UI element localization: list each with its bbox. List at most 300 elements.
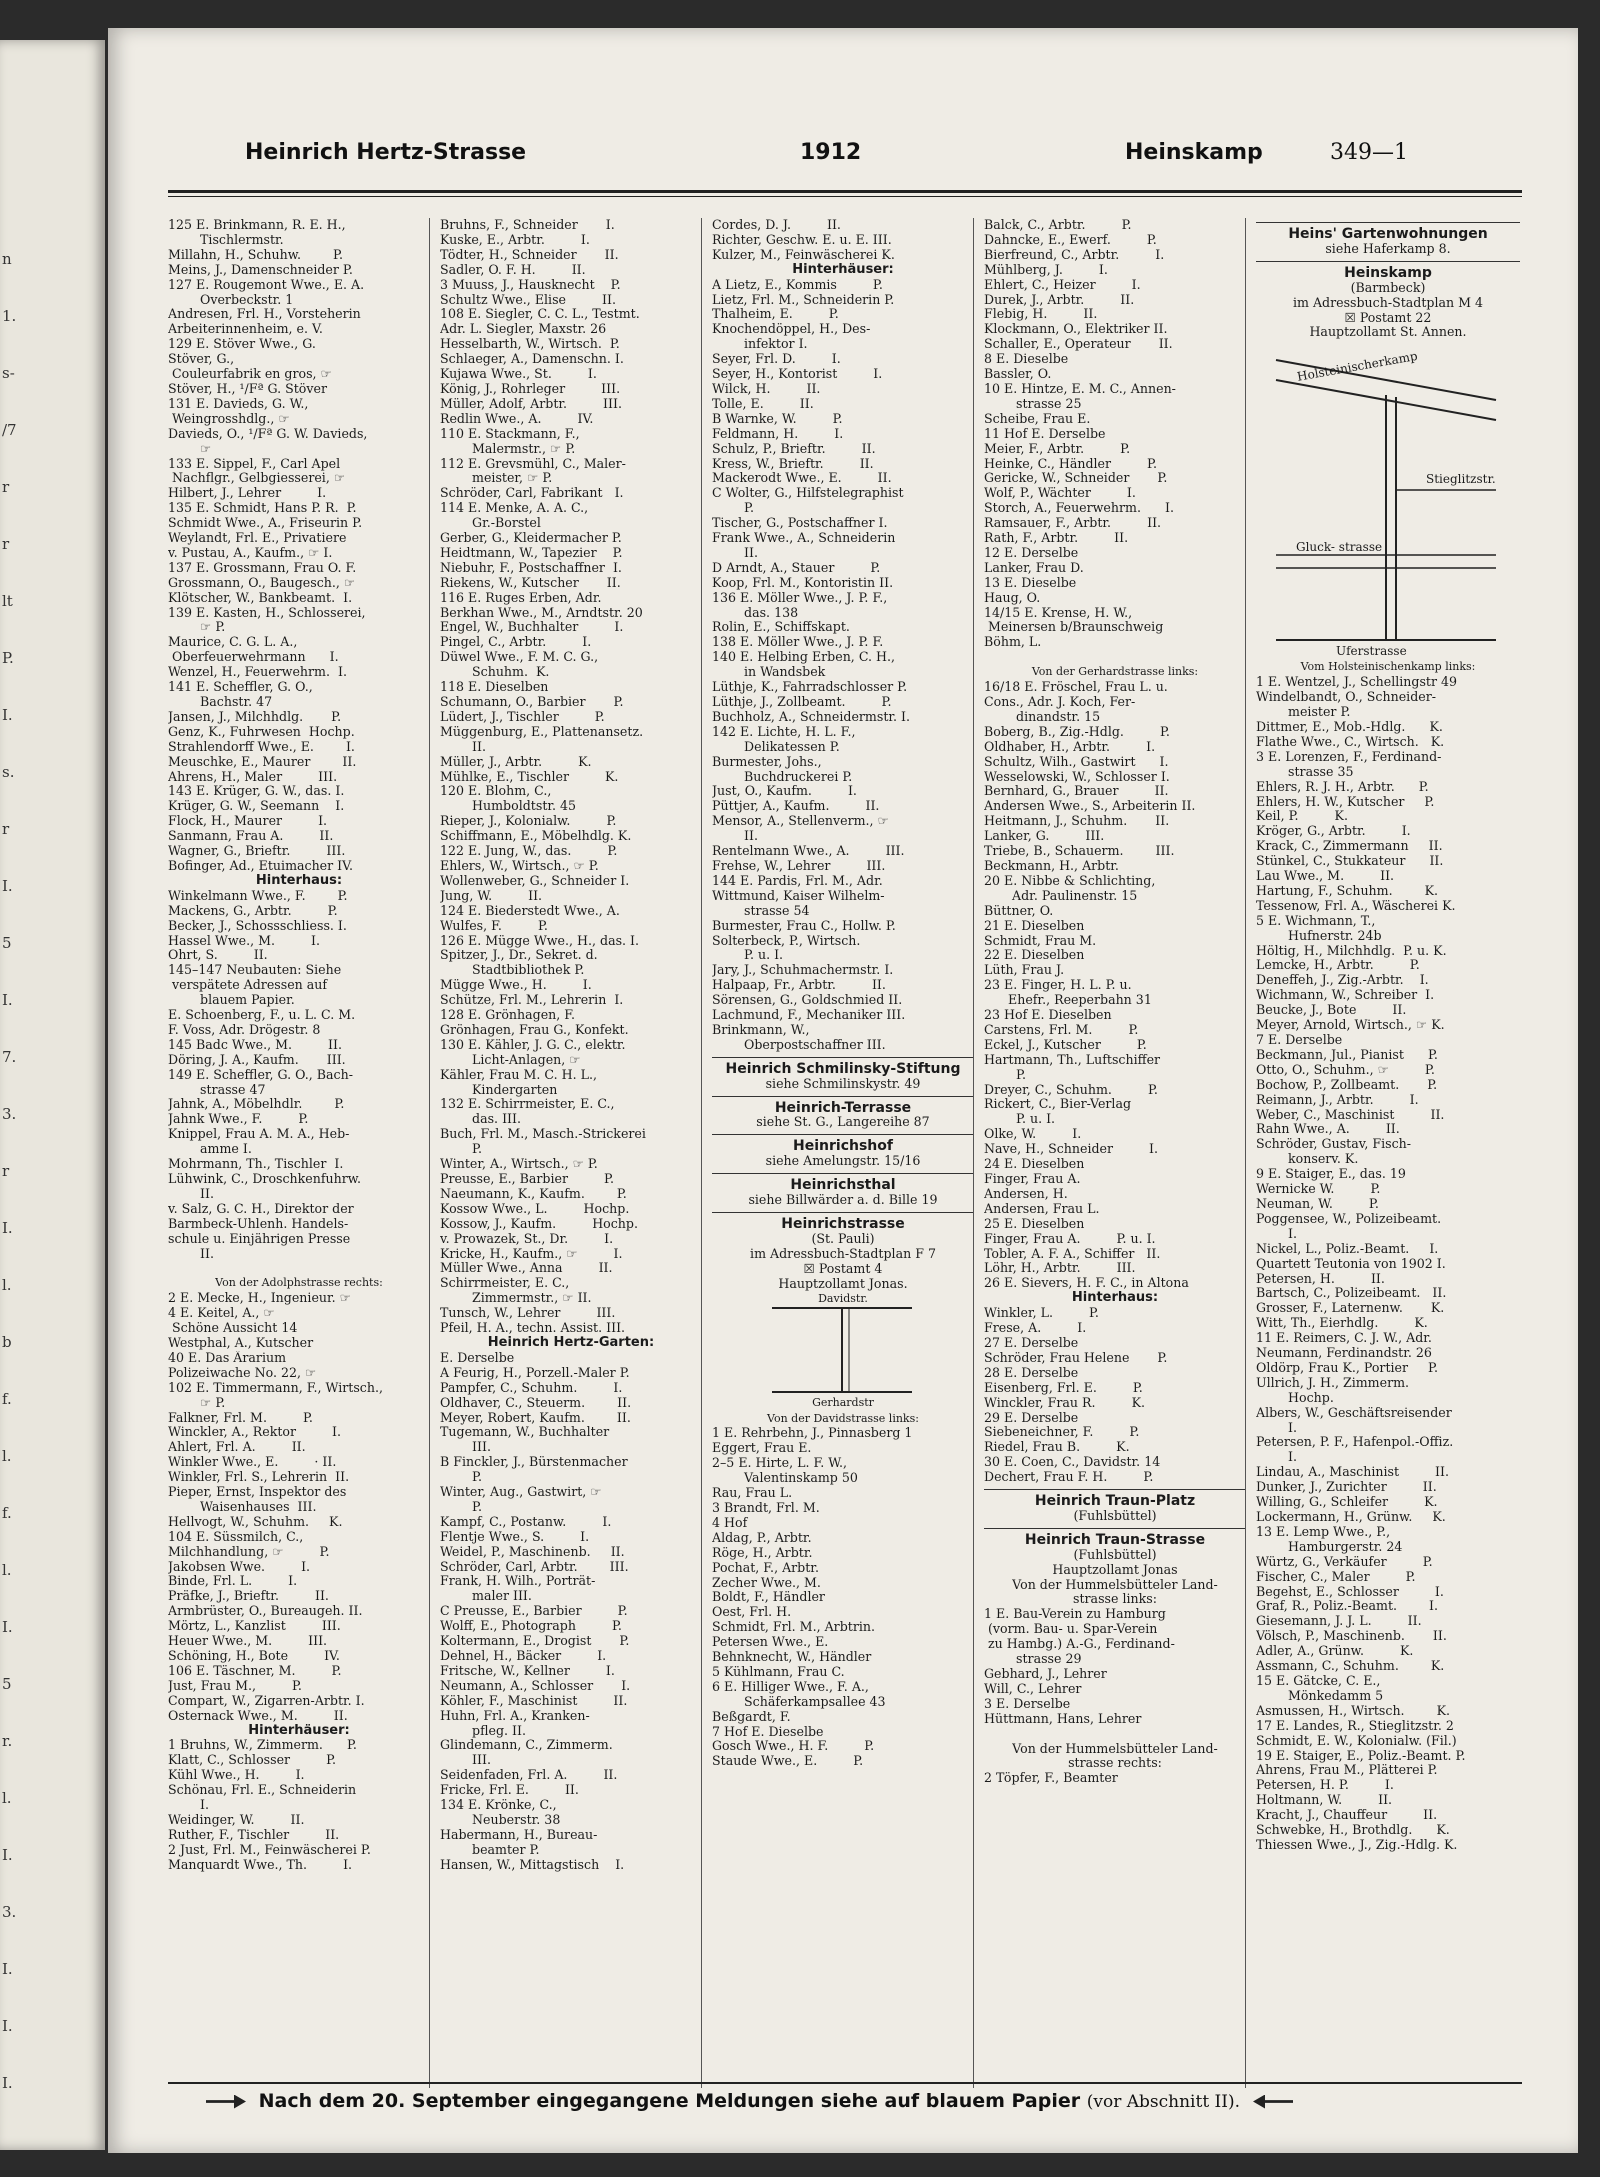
address-entry: Buch, Frl. M., Masch.-Strickerei [440,1127,646,1142]
house-number-entry: 2 Just, Frl. M., Feinwäscherei P. [168,1842,371,1857]
address-entry: I. [1256,1226,1298,1241]
directory-columns [168,218,1520,2088]
address-entry: Seyer, Frl. D. I. [712,352,841,367]
house-number-entry: 8 E. Dieselbe [984,352,1069,367]
address-entry: Adler, A., Grünw. K. [1256,1644,1414,1659]
address-entry: Staude Wwe., E. P. [712,1754,864,1769]
address-entry: Lachmund, F., Mechaniker III. [712,1008,906,1023]
left-page-fragment: l. [2,1276,12,1294]
street-info: Von der Hummelsbütteler Land- [1012,1577,1218,1592]
house-number-entry: 29 E. Derselbe [984,1410,1079,1425]
left-page-fragment: l. [2,1789,12,1807]
address-entry: Flathe Wwe., C., Wirtsch. K. [1256,734,1445,749]
address-entry: Wilck, H. II. [712,381,821,396]
house-number-entry: 26 E. Sievers, H. F. C., in Altona [984,1276,1189,1291]
street-info: Hauptzollamt Jonas. [778,1276,908,1291]
address-entry: Cordes, D. J. II. [712,218,841,232]
house-number-entry: 139 E. Kasten, H., Schlosserei, [168,605,366,620]
address-entry: Meyer, Robert, Kaufm. II. [440,1410,631,1425]
column-3 [712,218,974,2088]
house-number-entry: 3 Muuss, J., Hausknecht P. [440,277,621,292]
address-entry: Scheibe, Frau E. [984,411,1091,426]
address-entry: II. [168,1246,214,1261]
address-entry: Schmidt, E. W., Kolonialw. (Fil.) [1256,1733,1457,1748]
left-page-fragment: I. [2,2074,13,2092]
address-entry: Hamburgerstr. 24 [1256,1539,1403,1554]
street-map [1256,340,1520,660]
address-entry: Fricke, Frl. E. II. [440,1783,579,1798]
address-entry: Storch, A., Feuerwehrm. I. [984,501,1174,516]
left-page-fragment: b [2,1333,12,1351]
address-entry: I. [1256,1450,1298,1465]
street-info: ☒ Postamt 22 [1344,310,1432,325]
address-entry: Nave, H., Schneider I. [984,1142,1159,1157]
address-entry: Oberpostschaffner III. [712,1037,886,1052]
column-2 [440,218,702,2088]
left-page-fragment: 1. [2,307,17,325]
address-entry: Klötscher, W., Bankbeamt. I. [168,590,353,605]
street-info: (Fuhlsbüttel) [1073,1508,1157,1523]
address-entry: Müller, Adolf, Arbtr. III. [440,396,622,411]
address-entry: Krack, C., Zimmermann II. [1256,839,1443,854]
address-entry: Tunsch, W., Lehrer III. [440,1306,616,1321]
house-number-entry: 20 E. Nibbe & Schlichting, [984,873,1156,888]
address-entry: Licht-Anlagen, ☞ [440,1052,581,1067]
left-page-fragment: r [2,478,10,496]
address-entry: das. 138 [712,605,799,620]
address-entry: amme I. [168,1142,252,1157]
address-entry: Thalheim, E. P. [712,307,839,322]
address-entry: maler III. [440,1589,532,1604]
address-entry: ☞ P. [168,1395,226,1410]
address-entry: Reimann, J., Arbtr. I. [1256,1092,1419,1107]
address-entry: P. [440,1142,482,1157]
pointing-hand-icon [1253,2095,1293,2109]
address-entry: Rau, Frau L. [712,1486,793,1501]
house-number-entry: 3 Brandt, Frl. M. [712,1500,820,1515]
address-entry: Stadtbibliothek P. [440,963,585,978]
left-page-fragment: 3. [2,1903,17,1921]
address-entry: Grönhagen, Frau G., Konfekt. [440,1022,629,1037]
address-entry: Frehse, W., Lehrer III. [712,858,886,873]
address-entry: in Wandsbek [712,665,826,680]
map-street-label: Gluck- strasse [1296,540,1383,555]
address-entry: strasse 47 [168,1082,266,1097]
address-entry: II. [168,1186,214,1201]
address-entry [984,1727,1246,1742]
address-entry: Binde, Frl. L. I. [168,1574,298,1589]
address-entry: Engel, W., Buchhalter I. [440,620,624,635]
address-entry: II. [712,829,758,844]
address-entry: Weber, C., Maschinist II. [1256,1107,1445,1122]
address-entry: Witt, Th., Eierhdlg. K. [1256,1316,1428,1331]
section-divider [712,1173,974,1174]
address-entry: Strahlendorff Wwe., E. I. [168,739,355,754]
address-entry: Hochp. [1256,1390,1334,1405]
address-entry: Mensor, A., Stellenverm., ☞ [712,814,889,829]
footer-suffix: (vor Abschnitt II). [1086,2092,1241,2112]
section-divider [1256,222,1520,223]
address-entry: Flebig, H. II. [984,307,1098,322]
address-entry: Wolf, P., Wächter I. [984,486,1136,501]
house-number-entry: 116 E. Ruges Erben, Adr. [440,590,602,605]
address-entry: Heinke, C., Händler P. [984,456,1157,471]
address-entry: Dehnel, H., Bäcker I. [440,1649,607,1663]
address-entry: Jung, W. II. [440,888,543,903]
address-entry: Gerber, G., Kleidermacher P. [440,531,622,546]
address-entry: Deneffeh, J., Zig.-Arbtr. I. [1256,973,1429,988]
address-entry: Hellvogt, W., Schuhm. K. [168,1514,343,1529]
address-entry: Koop, Frl. M., Kontoristin II. [712,575,894,590]
house-number-entry: 3 E. Derselbe [984,1696,1071,1711]
address-entry: Krüger, G. W., Seemann I. [168,799,345,814]
address-entry: Bruhns, F., Schneider I. [440,218,615,232]
address-entry: Petersen, H. P. I. [1256,1778,1394,1793]
address-entry: Pampfer, C., Schuhm. I. [440,1380,623,1395]
address-entry: Adr. L. Siegler, Maxstr. 26 [440,322,607,337]
house-number-entry: 2 E. Mecke, H., Ingenieur. ☞ [168,1291,351,1306]
address-entry: Keil, P. K. [1256,809,1348,824]
address-entry: Andersen Wwe., S., Arbeiterin II. [984,799,1196,814]
address-entry: Finger, Frau A. P. u. I. [984,1231,1156,1246]
address-entry: Bofinger, Ad., Etuimacher IV. [168,858,354,873]
address-entry: pfleg. II. [440,1723,526,1738]
address-entry: Bassler, O. [984,367,1052,382]
address-entry: Ehefr., Reeperbahn 31 [984,993,1152,1008]
address-entry: Mönkedamm 5 [1256,1688,1384,1703]
address-entry: Glindemann, C., Zimmerm. [440,1738,613,1753]
address-entry: Schwebke, H., Brothdlg. K. [1256,1823,1450,1838]
house-number-entry: 149 E. Scheffler, G. O., Bach- [168,1067,353,1082]
address-entry: Windelbandt, O., Schneider- [1256,690,1436,705]
column-1 [168,218,430,2088]
diagram-label: Davidstr. [818,1291,868,1305]
house-number-entry: 22 E. Dieselben [984,948,1085,963]
house-number-entry: 5 E. Wichmann, T., [1256,913,1376,928]
house-number-entry: 128 E. Grönhagen, F. [440,1008,576,1023]
house-number-entry: 11 E. Reimers, C. J. W., Adr. [1256,1331,1432,1346]
address-entry: Meins, J., Damenschneider P. [168,262,353,277]
address-entry: Kindergarten [440,1082,558,1097]
address-entry: Weingrosshdlg., ☞ [168,411,290,426]
house-number-entry: 131 E. Davieds, G. W., [168,396,309,411]
address-entry: Halpaap, Fr., Arbtr. II. [712,978,886,993]
house-number-entry: 120 E. Blohm, C., [440,784,552,799]
street-info: Hauptzollamt St. Annen. [1309,325,1467,340]
address-entry: Spitzer, J., Dr., Sekret. d. [440,948,598,963]
house-number-entry: 2–5 E. Hirte, L. F. W., [712,1456,847,1471]
house-number-entry: 134 E. Krönke, C., [440,1798,557,1813]
house-number-entry: 1 Bruhns, W., Zimmerm. P. [168,1738,357,1753]
address-entry: Haug, O. [984,590,1041,605]
house-number-entry: 135 E. Schmidt, Hans P. R. P. [168,501,357,516]
address-entry: Poggensee, W., Polizeibeamt. [1256,1211,1442,1226]
address-entry: Winter, A., Wirtsch., ☞ P. [440,1157,598,1172]
section-divider [712,1134,974,1135]
address-entry: Begehst, E., Schlosser I. [1256,1584,1444,1599]
address-entry: meister P. [1256,705,1351,720]
header-street-end: Heinskamp [1125,140,1263,165]
address-entry: Rieper, J., Kolonialw. P. [440,814,617,829]
left-page-edge [0,40,105,2150]
house-number-entry: 3 E. Lorenzen, F., Ferdinand- [1256,749,1442,764]
house-number-entry: 14/15 E. Krense, H. W., [984,605,1133,620]
house-number-entry: 1 E. Bau-Verein zu Hamburg [984,1607,1166,1622]
house-number-entry: 11 Hof E. Derselbe [984,426,1106,441]
house-number-entry: 30 E. Coen, C., Davidstr. 14 [984,1455,1161,1470]
address-entry: Frank, H. Wilh., Porträt- [440,1574,596,1589]
left-page-fragment: 7. [2,1048,17,1066]
address-entry: Boldt, F., Händler [712,1590,825,1605]
address-entry: Kulzer, M., Feinwäscherei K. [712,247,895,262]
house-number-entry: 144 E. Pardis, Frl. M., Adr. [712,873,883,888]
address-entry: Aldag, P., Arbtr. [712,1530,812,1545]
address-entry: Beckmann, Jul., Pianist P. [1256,1047,1438,1062]
address-entry: Naeumann, K., Kaufm. P. [440,1186,627,1201]
address-entry: Schmidt, Frau M. [984,933,1097,948]
address-entry: Armbrüster, O., Bureaugeh. II. [168,1604,363,1619]
address-entry: Lietz, Frl. M., Schneiderin P. [712,292,895,307]
address-entry: Andersen, Frau L. [984,1201,1100,1216]
direction-note: Von der Davidstrasse links: [767,1411,919,1425]
left-page-fragment: I. [2,877,13,895]
address-entry: Schaller, E., Operateur II. [984,337,1173,352]
header-rule [168,190,1522,193]
left-page-fragment: s. [2,763,15,781]
address-entry: P. u. I. [712,948,784,963]
house-number-entry: 28 E. Derselbe [984,1365,1079,1380]
address-entry: Neumann, Ferdinandstr. 26 [1256,1346,1432,1361]
address-entry: Pfeil, H. A., techn. Assist. III. [440,1321,626,1336]
address-entry: Düwel Wwe., F. M. C. G., [440,650,599,665]
address-entry: Dahncke, E., Ewerf. P. [984,232,1157,247]
street-info: Von der Hummelsbütteler Land- [1012,1741,1218,1756]
address-entry: Gr.-Borstel [440,516,541,531]
direction-note: Vom Holsteinischenkamp links: [1300,660,1476,674]
left-page-fragment: I. [2,991,13,1009]
address-entry: P. [440,1499,482,1514]
street-heading: Heinrich Schmilinsky-Stiftung [725,1061,961,1077]
address-entry: Stöver, G., [168,352,235,367]
address-entry: Wichmann, W., Schreiber I. [1256,988,1435,1003]
address-entry: Lockermann, H., Grünw. K. [1256,1510,1446,1524]
address-entry: Buchdruckerei P. [712,769,853,784]
address-entry: Meyer, Arnold, Wirtsch., ☞ K. [1256,1018,1445,1033]
address-entry: Finger, Frau A. [984,1172,1081,1186]
column-4 [984,218,1246,2088]
address-entry: Zecher Wwe., M. [712,1575,821,1590]
header-page-number: 349—1 [1330,140,1408,165]
house-number-entry: 1 E. Wentzel, J., Schellingstr 49 [1256,675,1458,690]
address-entry: Lüth, Frau J. [984,963,1065,978]
address-entry: König, J., Rohrleger III. [440,381,621,396]
address-entry: Kujawa Wwe., St. I. [440,367,597,382]
address-entry: Weidinger, W. II. [168,1812,305,1827]
address-entry: E. Derselbe [440,1350,515,1365]
address-entry: Giesemann, J. J. L. II. [1256,1614,1422,1629]
address-entry: strasse 54 [712,903,810,918]
address-entry: Bartsch, C., Polizeibeamt. II. [1256,1286,1447,1301]
address-entry: Genz, K., Fuhrwesen Hochp. [168,724,355,739]
address-entry: Feldmann, H. I. [712,426,844,441]
address-entry: verspätete Adressen auf [168,978,328,993]
address-entry: Fritsche, W., Kellner I. [440,1663,615,1678]
house-number-entry: 124 E. Biederstedt Wwe., A. [440,903,620,918]
left-page-fragment: I. [2,1960,13,1978]
address-entry: Sadler, O. F. H. II. [440,262,586,277]
address-entry: Boberg, B., Zig.-Hdlg. P. [984,724,1170,739]
address-entry: Pingel, C., Arbtr. I. [440,635,592,650]
house-number-entry: 2 Töpfer, F., Beamter [984,1771,1118,1786]
address-entry: Ohrt, S. II. [168,948,268,963]
subsection-heading: Hinterhaus: [1071,1291,1159,1306]
subsection-heading: Hinterhäuser: [792,262,894,277]
address-entry: Jary, J., Schuhmachermstr. I. [712,963,894,978]
address-entry: A Lietz, E., Kommis P. [712,277,883,292]
address-entry: Overbeckstr. 1 [168,292,294,307]
address-entry: E. Schoenberg, F., u. L. C. M. [168,1008,356,1023]
address-entry: Winckler, Frau R. K. [984,1395,1145,1410]
address-entry: Meier, F., Arbtr. P. [984,441,1131,456]
address-entry: Nachflgr., Gelbgiesserei, ☞ [168,471,346,486]
address-entry: Dreyer, C., Schuhm. P. [984,1082,1158,1097]
address-entry: P. u. I. [984,1112,1056,1127]
address-entry: Kress, W., Brieftr. II. [712,456,874,471]
subsection-heading: Hinterhaus: [255,873,343,888]
address-entry: Barmbeck-Uhlenh. Handels- [168,1216,349,1231]
house-number-entry: 142 E. Lichte, H. L. F., [712,724,856,739]
address-entry: Rahn Wwe., A. II. [1256,1122,1400,1137]
address-entry: Burmester, Johs., [712,754,822,769]
address-entry: Oldhaber, H., Arbtr. I. [984,739,1156,754]
address-entry: Schröder, Frau Helene P. [984,1350,1168,1365]
house-number-entry: 145 Badc Wwe., M. II. [168,1037,342,1052]
address-entry: Gosch Wwe., H. F. P. [712,1739,875,1754]
address-entry: Preusse, E., Barbier P. [440,1172,614,1186]
house-number-entry: 19 E. Staiger, E., Poliz.-Beamt. P. [1256,1748,1466,1763]
address-entry: Wenzel, H., Feuerwehrm. I. [168,665,347,680]
address-entry: infektor I. [712,337,808,352]
address-entry: Schirrmeister, E. C., [440,1276,570,1291]
address-entry: Winkler, L. P. [984,1306,1099,1321]
address-entry: Neumann, A., Schlosser I. [440,1678,631,1693]
house-number-entry: 13 E. Lemp Wwe., P., [1256,1524,1391,1539]
left-page-fragment: r [2,820,10,838]
address-entry: Huhn, Frl. A., Kranken- [440,1708,590,1723]
address-entry: Petersen, P. F., Hafenpol.-Offiz. [1256,1435,1454,1450]
street-heading: Heinrichshof [793,1139,893,1155]
address-entry: Dechert, Frau F. H. P. [984,1470,1154,1485]
section-divider [984,1489,1246,1490]
address-entry: Falkner, Frl. M. P. [168,1410,313,1425]
address-entry: Hassel Wwe., M. I. [168,933,320,948]
house-number-entry: 13 E. Dieselbe [984,575,1077,590]
left-page-fragment: f. [2,1390,12,1408]
house-number-entry: 114 E. Menke, A. A. C., [440,501,589,516]
address-entry: II. [440,739,486,754]
address-entry: Neuman, W. P. [1256,1196,1379,1211]
address-entry: Richter, Geschw. E. u. E. III. [712,232,892,247]
address-entry: Eckel, J., Kutscher P. [984,1037,1147,1052]
address-entry: Mügge Wwe., H. I. [440,978,592,993]
address-entry: Ullrich, J. H., Zimmerm. [1256,1375,1410,1390]
house-number-entry: 7 E. Derselbe [1256,1033,1343,1047]
address-entry: Hansen, W., Mittagstisch I. [440,1857,625,1872]
address-entry: Lanker, Frau D. [984,560,1084,575]
address-entry: Balck, C., Arbtr. P. [984,218,1132,232]
address-entry: Rickert, C., Bier-Verlag [984,1097,1132,1112]
address-entry: Schulz, P., Brieftr. II. [712,441,876,456]
left-page-fragment: I. [2,1618,13,1636]
left-page-fragment: l. [2,1561,12,1579]
address-entry: Neuberstr. 38 [440,1812,561,1827]
address-entry: Wolff, E., Photograph P. [440,1619,622,1634]
address-entry: Müller Wwe., Anna II. [440,1261,613,1276]
address-entry: Graf, R., Poliz.-Beamt. I. [1256,1599,1439,1614]
address-entry: Schütze, Frl. M., Lehrerin I. [440,993,624,1008]
house-number-entry: 129 E. Stöver Wwe., G. [168,337,316,352]
address-entry: blauem Papier. [168,993,295,1008]
address-entry: Schmidt Wwe., A., Friseurin P. [168,516,363,531]
house-number-entry: 40 E. Das Ärarium [168,1350,287,1365]
address-entry: Willing, G., Schleifer K. [1256,1495,1438,1510]
address-entry: Burmester, Frau C., Hollw. P. [712,918,896,933]
footer-text: Nach dem 20. September eingegangene Meldungen siehe auf blauem Papier [258,2090,1081,2112]
address-entry: Büttner, O. [984,903,1054,918]
left-page-fragment: n [2,250,12,268]
address-entry: Böhm, L. [984,635,1042,650]
address-entry: zu Hambg.) A.-G., Ferdinand- [984,1637,1175,1652]
address-entry: Weylandt, Frl. E., Privatiere [168,531,347,546]
left-page-fragment: lt [2,592,13,610]
house-number-entry: 9 E. Staiger, E., das. 19 [1256,1167,1406,1182]
address-entry: Tödter, H., Schneider II. [440,247,619,262]
address-entry: Triebe, B., Schauerm. III. [984,844,1175,859]
address-entry: Kossow Wwe., L. Hochp. [440,1201,630,1216]
address-entry: II. [712,545,758,560]
left-page-fragment: r [2,535,10,553]
address-entry: Osternack Wwe., M. II. [168,1708,348,1723]
address-entry: Heitmann, J., Schuhm. II. [984,814,1170,829]
subsection-heading: Heinrich Hertz-Garten: [487,1335,655,1350]
address-entry: Just, O., Kaufm. I. [712,784,857,799]
address-entry: Köhler, F., Maschinist II. [440,1693,628,1708]
address-entry: Lüdert, J., Tischler P. [440,709,605,724]
address-entry: Wagner, G., Brieftr. III. [168,844,346,859]
street-info: siehe Haferkamp 8. [1325,241,1451,256]
section-divider [712,1057,974,1058]
address-entry: Lühwink, C., Droschkenfuhrw. [168,1172,362,1186]
address-entry: Müggenburg, E., Plattenansetz. [440,724,644,739]
left-page-fragment: 3. [2,1105,17,1123]
street-diagram-svg [712,1292,974,1412]
address-entry: Lanker, G. III. [984,829,1105,844]
address-entry: Röge, H., Arbtr. [712,1545,813,1560]
address-entry: Kricke, H., Kaufm., ☞ I. [440,1246,623,1261]
address-entry: P. [712,501,754,516]
address-entry: Höltig, H., Milchhdlg. P. u. K. [1256,943,1447,958]
house-number-entry: 127 E. Rougemont Wwe., E. A. [168,277,365,292]
address-entry: Koltermann, E., Drogist P. [440,1634,630,1649]
address-entry: Beckmann, H., Arbtr. [984,858,1119,873]
address-entry: Fischer, C., Maler P. [1256,1569,1416,1584]
address-entry: Petersen Wwe., E. [712,1635,829,1650]
house-number-entry: 6 E. Hilliger Wwe., F. A., [712,1679,869,1694]
street-info: im Adressbuch-Stadtplan F 7 [750,1246,936,1261]
address-entry: Zimmermstr., ☞ II. [440,1291,592,1306]
address-entry: Flock, H., Maurer I. [168,814,328,829]
address-entry: Redlin Wwe., A. IV. [440,411,594,426]
